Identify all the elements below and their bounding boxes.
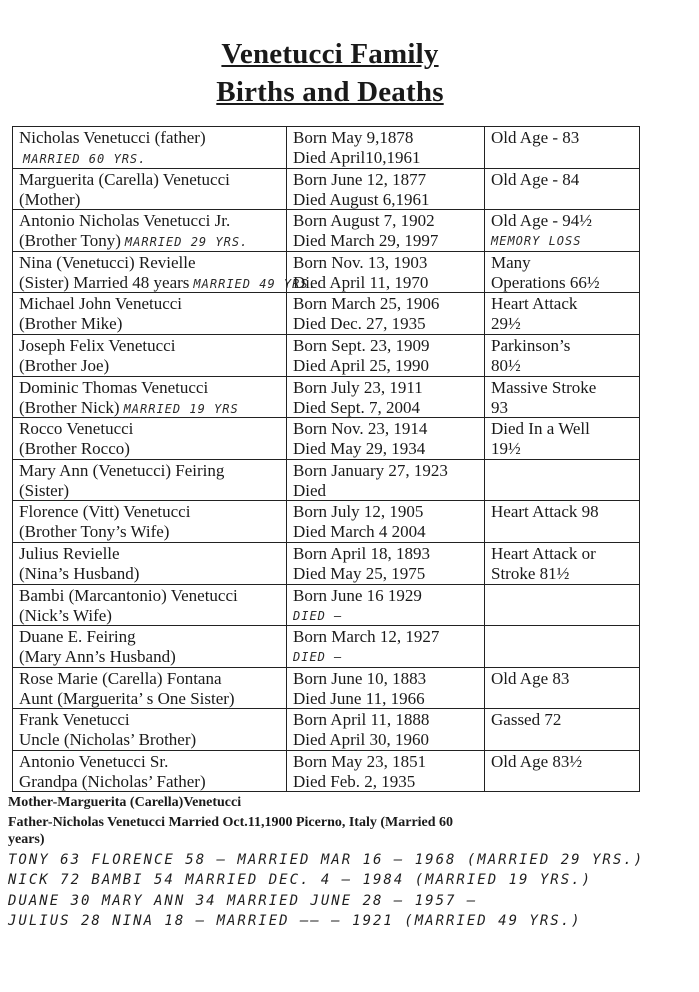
name-line1: Duane E. Feiring [19, 627, 136, 647]
name-line2-text: Grandpa (Nicholas’ Father) [19, 771, 206, 791]
table-row [12, 542, 640, 584]
dates-cell [287, 377, 485, 418]
table-row [12, 459, 640, 501]
name-line2 [19, 647, 280, 668]
table-row [12, 667, 640, 709]
name-line2 [19, 148, 280, 169]
cause-line1: Gassed 72 [491, 710, 562, 730]
dates-cell [287, 169, 485, 210]
name-line2-text: (Mother) [19, 189, 81, 209]
cause-line1: Massive Stroke [491, 377, 597, 397]
died-date: Died April 30, 1960 [293, 730, 429, 750]
page-subtitle: Births and Deaths [216, 76, 444, 108]
born-date: Born June 16 1929 [293, 585, 422, 605]
born-date: Born Sept. 23, 1909 [293, 335, 430, 355]
born-date: Born April 11, 1888 [293, 710, 430, 730]
table-row [12, 334, 640, 376]
died-date: Died April10,1961 [293, 148, 421, 167]
cause-cell [485, 626, 639, 667]
name-line1: Florence (Vitt) Venetucci [19, 502, 191, 522]
dates-cell [287, 252, 485, 293]
name-cell [13, 626, 287, 667]
name-line2 [19, 231, 280, 252]
cause-cell [485, 377, 639, 418]
cause-line1: Many [491, 252, 531, 272]
footer-father: Father-Nicholas Venetucci Married Oct.11,1900 Picerno, Italy (Married 60 [8, 815, 454, 830]
name-line2-text: (Sister) Married 48 years [19, 272, 190, 292]
cause-line1: Old Age - 83 [491, 128, 580, 147]
handwritten-annotation: MARRIED 49 YRS. [193, 276, 317, 291]
died-date: Died April 25, 1990 [293, 355, 429, 375]
name-line1: Antonio Nicholas Venetucci Jr. [19, 211, 231, 231]
cause-cell [485, 668, 639, 709]
name-line2 [19, 439, 280, 460]
died-date: DIED — [293, 608, 343, 623]
name-line1: Nina (Venetucci) Revielle [19, 252, 196, 272]
cause-line1: Old Age - 84 [491, 169, 580, 189]
footer-mother: Mother-Marguerita (Carella)Venetucci [8, 795, 242, 810]
name-cell [13, 585, 287, 626]
dates-cell [287, 293, 485, 334]
handwritten-note-julius: JULIUS 28 NINA 18 — MARRIED —— — 1921 (MARRIED 49 YRS.) [8, 913, 582, 929]
name-cell [13, 377, 287, 418]
name-line2 [19, 522, 280, 543]
table-row [12, 292, 640, 334]
table-row [12, 209, 640, 251]
name-line2 [19, 730, 280, 751]
dates-cell [287, 501, 485, 542]
name-line2 [19, 398, 280, 419]
dates-cell [287, 127, 485, 168]
table-row [12, 584, 640, 626]
table-row [12, 168, 640, 210]
born-date: Born January 27, 1923 [293, 460, 448, 480]
died-date: Died June 11, 1966 [293, 688, 425, 708]
cause-line2: 19½ [491, 439, 521, 459]
name-line1: Mary Ann (Venetucci) Feiring [19, 460, 225, 480]
name-line2-text: (Sister) [19, 480, 70, 500]
table-row [12, 500, 640, 542]
cause-cell [485, 543, 639, 584]
name-line1: Antonio Venetucci Sr. [19, 751, 169, 771]
name-line2-text: (Brother Nick) [19, 397, 120, 417]
dates-cell [287, 751, 485, 791]
name-cell [13, 127, 287, 168]
born-date: Born March 12, 1927 [293, 627, 440, 647]
born-date: Born June 10, 1883 [293, 668, 427, 688]
table-row [12, 625, 640, 667]
died-date: Died Dec. 27, 1935 [293, 314, 426, 334]
name-line1: Nicholas Venetucci (father) [19, 128, 206, 147]
cause-line2: 29½ [491, 314, 521, 334]
dates-cell [287, 626, 485, 667]
handwritten-note-nick: NICK 72 BAMBI 54 MARRIED DEC. 4 — 1984 (MARRIED 19 YRS.) [8, 872, 593, 888]
born-date: Born Nov. 23, 1914 [293, 419, 428, 439]
born-date: Born May 23, 1851 [293, 751, 427, 771]
cause-cell [485, 418, 639, 459]
dates-cell [287, 335, 485, 376]
family-table [12, 126, 640, 792]
name-cell [13, 293, 287, 334]
cause-line2: 93 [491, 397, 508, 417]
cause-cell [485, 252, 639, 293]
name-line1: Marguerita (Carella) Venetucci [19, 169, 230, 189]
name-line1: Joseph Felix Venetucci [19, 335, 176, 355]
name-line2-text: (Brother Joe) [19, 355, 110, 375]
cause-cell [485, 210, 639, 251]
name-line2-text: (Nina’s Husband) [19, 563, 140, 583]
died-date: Died March 4 2004 [293, 522, 426, 542]
dates-cell [287, 418, 485, 459]
dates-cell [287, 543, 485, 584]
born-date: Born May 9,1878 [293, 128, 414, 147]
footer-years: years) [8, 832, 45, 847]
name-line1: Rocco Venetucci [19, 419, 134, 439]
dates-cell [287, 210, 485, 251]
cause-line1: Heart Attack [491, 294, 578, 314]
cause-line1: Parkinson’s [491, 335, 571, 355]
name-line2-text: (Brother Rocco) [19, 439, 130, 459]
name-line2 [19, 481, 280, 502]
born-date: Born August 7, 1902 [293, 211, 435, 231]
cause-cell [485, 335, 639, 376]
name-line2-text: Aunt (Marguerita’ s One Sister) [19, 688, 235, 708]
name-cell [13, 751, 287, 791]
dates-cell [287, 668, 485, 709]
name-line1: Rose Marie (Carella) Fontana [19, 668, 222, 688]
died-date: Died August 6,1961 [293, 189, 430, 209]
cause-cell [485, 709, 639, 750]
name-line1: Dominic Thomas Venetucci [19, 377, 209, 397]
cause-line1: Heart Attack or [491, 543, 596, 563]
born-date: Born April 18, 1893 [293, 543, 430, 563]
name-cell [13, 668, 287, 709]
name-line2 [19, 314, 280, 335]
cause-line2: Stroke 81½ [491, 563, 570, 583]
died-date: Died May 25, 1975 [293, 563, 426, 583]
name-line2-text: (Mary Ann’s Husband) [19, 647, 176, 667]
born-date: Born July 12, 1905 [293, 502, 424, 522]
name-cell [13, 709, 287, 750]
cause-cell [485, 460, 639, 501]
cause-line2: 80½ [491, 355, 521, 375]
table-row [12, 376, 640, 418]
cause-annotation: MEMORY LOSS [491, 234, 582, 249]
cause-cell [485, 169, 639, 210]
born-date: Born June 12, 1877 [293, 169, 427, 189]
born-date: Born March 25, 1906 [293, 294, 440, 314]
name-cell [13, 169, 287, 210]
cause-cell [485, 751, 639, 791]
table-row [12, 251, 640, 293]
name-line2-text: (Nick’s Wife) [19, 605, 112, 625]
died-date: Died March 29, 1997 [293, 231, 439, 251]
name-line2 [19, 356, 280, 377]
handwritten-annotation: MARRIED 29 YRS. [124, 235, 249, 250]
name-line2 [19, 564, 280, 585]
table-row [12, 750, 640, 792]
handwritten-note-tony: TONY 63 FLORENCE 58 — MARRIED MAR 16 — 1968 (MARRIED 29 YRS.) [8, 852, 645, 868]
cause-line1: Old Age 83½ [491, 751, 583, 771]
name-cell [13, 252, 317, 293]
cause-cell [485, 501, 639, 542]
table-row [12, 708, 640, 750]
cause-line1: Old Age - 94½ [491, 211, 593, 231]
name-cell [13, 460, 287, 501]
name-line2 [19, 772, 280, 793]
name-line2-text: (Brother Tony’s Wife) [19, 522, 170, 542]
name-line1: Frank Venetucci [19, 710, 130, 730]
cause-line1: Old Age 83 [491, 668, 570, 688]
handwritten-annotation: MARRIED 19 YRS [123, 401, 239, 416]
name-line2 [19, 606, 280, 627]
name-cell [13, 210, 287, 251]
name-line2-text: (Brother Tony) [19, 231, 121, 251]
table-row [12, 417, 640, 459]
name-line1: Julius Revielle [19, 543, 120, 563]
name-cell [13, 543, 287, 584]
name-line2 [19, 689, 280, 710]
cause-cell [485, 127, 639, 168]
name-line2-text: (Brother Mike) [19, 314, 123, 334]
cause-cell [485, 585, 639, 626]
cause-cell [485, 293, 639, 334]
dates-cell [287, 460, 485, 501]
handwritten-annotation: MARRIED 60 YRS. [23, 152, 147, 166]
name-line1: Bambi (Marcantonio) Venetucci [19, 585, 238, 605]
dates-cell [287, 585, 485, 626]
died-date: DIED — [293, 650, 343, 665]
dates-cell [287, 709, 485, 750]
died-date: Died April 11, 1970 [293, 272, 429, 292]
page-title: Venetucci Family [221, 38, 439, 70]
died-date: Died Sept. 7, 2004 [293, 397, 421, 417]
born-date: Born Nov. 13, 1903 [293, 252, 428, 272]
name-line2 [19, 272, 317, 294]
name-line2 [19, 190, 280, 211]
died-date: Died [293, 480, 327, 500]
name-line2-text: Uncle (Nicholas’ Brother) [19, 730, 197, 750]
cause-line2: Operations 66½ [491, 272, 600, 292]
handwritten-note-duane: DUANE 30 MARY ANN 34 MARRIED JUNE 28 — 1957 — [8, 893, 478, 909]
cause-line1: Died In a Well [491, 419, 590, 439]
name-cell [13, 418, 287, 459]
name-cell [13, 501, 287, 542]
table-row [12, 126, 640, 168]
cause-line1: Heart Attack 98 [491, 502, 599, 522]
died-date: Died May 29, 1934 [293, 439, 426, 459]
name-line1: Michael John Venetucci [19, 294, 183, 314]
name-cell [13, 335, 287, 376]
died-date: Died Feb. 2, 1935 [293, 771, 416, 791]
born-date: Born July 23, 1911 [293, 377, 423, 397]
